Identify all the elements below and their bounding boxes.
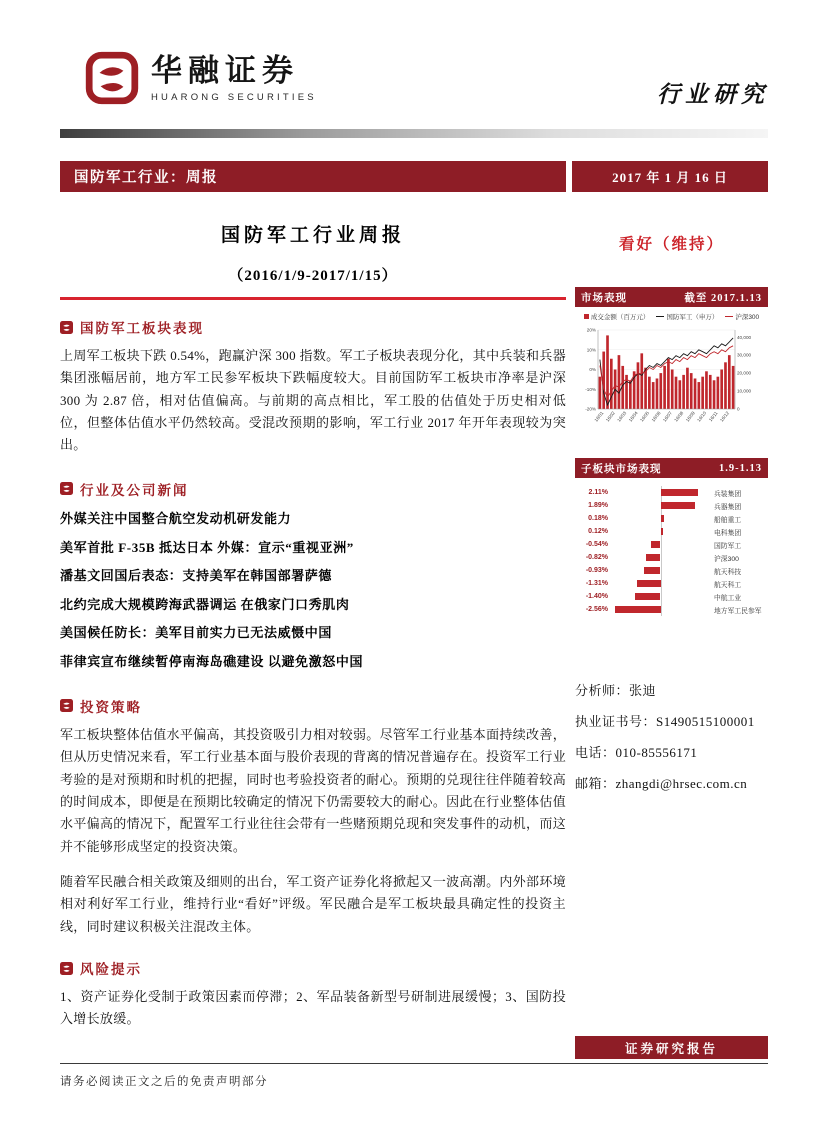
subsector-bar-row — [575, 525, 768, 538]
cert-number: S1490515100001 — [656, 714, 755, 729]
subsector-bar-row — [575, 538, 768, 551]
market-panel-title: 市场表现 — [581, 292, 627, 304]
performance-paragraph: 上周军工板块下跌 0.54%，跑赢沪深 300 指数。军工子板块表现分化，其中兵装和兵器集团涨幅居前，地方军工民参军板块下跌幅度较大。目前国防军工板块市净率是沪深 300 为 2.87 倍，相对估值偏高。与前期的高点相比，军工股的估值处于历史相对低位，但整体估值水平仍然较高。受混改预期的影响，军工行业 2017 年开年表现较为突出。 — [60, 348, 566, 453]
svg-text:30,000: 30,000 — [737, 352, 752, 358]
section-heading-label: 风险提示 — [80, 962, 142, 978]
subsector-value: 0.18% — [588, 515, 608, 522]
news-list — [60, 508, 566, 670]
subsector-value: 0.12% — [588, 528, 608, 535]
section-bullet-icon — [60, 699, 73, 712]
analyst-info — [575, 680, 768, 792]
subsector-value: -1.40% — [585, 593, 608, 600]
phone-label: 电话： — [575, 745, 616, 760]
svg-text:16/12: 16/12 — [719, 410, 731, 423]
subsector-bar — [661, 489, 699, 496]
hs300-line-icon — [725, 316, 733, 318]
subsector-value: -0.54% — [585, 541, 608, 548]
section-heading-news — [60, 479, 566, 499]
subsector-bar-area — [611, 603, 710, 616]
banner-date: 2017 年 1 月 16 日 — [572, 161, 768, 192]
subsector-panel-title: 子板块市场表现 — [581, 463, 662, 475]
analyst-email-row — [575, 773, 768, 792]
svg-text:0: 0 — [737, 406, 740, 412]
svg-text:16/11: 16/11 — [707, 410, 719, 423]
subsector-bar-area — [611, 499, 710, 512]
email-link[interactable]: zhangdi@hrsec.com.cn — [615, 776, 748, 791]
subsector-bar-row — [575, 551, 768, 564]
subsector-bar — [651, 541, 661, 548]
legend-hs300: 沪深300 — [725, 312, 759, 321]
subsector-bar-row — [575, 499, 768, 512]
legend-volume: 成交金额（百万元） — [584, 312, 650, 321]
subsector-label: 兵装集团 — [714, 490, 742, 498]
section-heading-risk — [60, 958, 566, 978]
subsector-bar-row — [575, 512, 768, 525]
zero-axis — [661, 577, 662, 590]
logo-name-en: HUARONG SECURITIES — [151, 91, 317, 103]
svg-text:16/09: 16/09 — [684, 410, 696, 423]
news-item: 潘基文回国后表态：支持美军在韩国部署萨德 — [60, 568, 333, 584]
subsector-label: 电科集团 — [714, 529, 742, 537]
report-period: （2016/1/9-2017/1/15） — [228, 268, 398, 284]
company-logo — [84, 50, 317, 106]
subsector-label: 中航工业 — [714, 594, 742, 602]
section-heading-label: 投资策略 — [80, 699, 142, 715]
subsector-bar-row — [575, 590, 768, 603]
svg-text:-10%: -10% — [585, 386, 596, 392]
cert-label: 执业证书号： — [575, 714, 657, 729]
subsector-bar — [661, 502, 695, 509]
market-performance-chart — [575, 323, 768, 448]
defense-line-icon — [656, 316, 664, 318]
volume-marker-icon — [584, 314, 589, 319]
svg-text:16/08: 16/08 — [673, 410, 685, 423]
svg-text:16/06: 16/06 — [650, 410, 662, 423]
subsector-bar-area — [611, 590, 710, 603]
risk-paragraph: 1、资产证券化受制于政策因素而停滞；2、军品装备新型号研制进展缓慢；3、国防投入增长放缓。 — [60, 989, 566, 1027]
subsector-label: 兵器集团 — [714, 503, 742, 511]
svg-text:16/10: 16/10 — [696, 410, 708, 423]
subsector-label: 国防军工 — [714, 542, 742, 550]
section-bullet-icon — [60, 962, 73, 975]
huarong-logo-icon — [84, 50, 140, 106]
svg-text:10,000: 10,000 — [737, 388, 752, 394]
subsector-bar — [637, 580, 661, 587]
report-category: 行业研究 — [657, 82, 769, 107]
report-tag: 证券研究报告 — [575, 1036, 768, 1059]
subsector-bar-row — [575, 486, 768, 499]
market-panel-asof: 截至 2017.1.13 — [684, 292, 762, 304]
analyst-cert-row — [575, 711, 768, 730]
sidebar — [575, 205, 768, 792]
zero-axis — [661, 590, 662, 603]
subsector-bar-area — [611, 577, 710, 590]
strategy-paragraph-1: 军工板块整体估值水平偏高，其投资吸引力相对较弱。尽管军工行业基本面持续改善，但从历史情况来看，军工行业基本面与股价表现的背离的情况普遍存在。投资军工行业考验的是对预期和时机的把握，同时也考验投资者的耐心。预期的兑现往往伴随着较高的时间成本，即便是在预期比较确定的情况下仍需要较大的耐心。因此在行业整体估值水平偏高的情况下，配置军工行业往往会带有一些赌预期兑现和突发事件的动机，而这并不能够形成坚定的投资决策。 — [60, 726, 566, 854]
subsector-value: -1.31% — [585, 580, 608, 587]
page-title: 国防军工行业周报 — [220, 225, 405, 246]
subsector-bar — [661, 528, 663, 535]
subsector-value: -2.56% — [585, 606, 608, 613]
subsector-bar-area — [611, 564, 710, 577]
banner-title: 国防军工行业：周报 — [60, 161, 566, 192]
email-label: 邮箱： — [575, 776, 616, 791]
main-content — [60, 200, 566, 1031]
market-panel-header — [575, 287, 768, 307]
chart-legend — [575, 312, 768, 321]
phone-number: 010-85556171 — [615, 745, 698, 760]
market-chart-svg — [575, 323, 768, 443]
subsector-label: 航天科技 — [714, 568, 742, 576]
footer-divider — [60, 1063, 768, 1064]
section-bullet-icon — [60, 482, 73, 495]
svg-text:16/02: 16/02 — [604, 410, 616, 423]
section-bullet-icon — [60, 321, 73, 334]
section-heading-label: 国防军工板块表现 — [80, 321, 204, 336]
subsector-bar-row — [575, 564, 768, 577]
svg-text:10%: 10% — [586, 347, 596, 353]
subsector-value: 1.89% — [588, 502, 608, 509]
subsector-value: -0.93% — [585, 567, 608, 574]
analyst-phone-row — [575, 742, 768, 761]
zero-axis — [661, 603, 662, 616]
subsector-bar-area — [611, 512, 710, 525]
subsector-bar-area — [611, 525, 710, 538]
svg-text:16/04: 16/04 — [627, 410, 639, 423]
analyst-name-row — [575, 680, 768, 699]
subsector-bar-row — [575, 577, 768, 590]
svg-text:16/03: 16/03 — [616, 410, 628, 423]
subsector-label: 航天科工 — [714, 581, 742, 589]
news-item: 北约完成大规模跨海武器调运 在俄家门口秀肌肉 — [60, 596, 350, 612]
subsector-bar — [644, 567, 661, 574]
svg-text:-20%: -20% — [585, 406, 596, 412]
subsector-bar-area — [611, 486, 710, 499]
svg-text:16/05: 16/05 — [639, 410, 651, 423]
news-item: 美军首批 F-35B 抵达日本 外媒：宣示“重视亚洲” — [60, 539, 354, 555]
header-divider — [60, 129, 768, 138]
subsector-panel-period: 1.9-1.13 — [719, 462, 762, 474]
zero-axis — [661, 551, 662, 564]
analyst-label: 分析师： — [575, 683, 630, 698]
subsector-label: 地方军工民参军 — [714, 607, 762, 615]
section-heading-label: 行业及公司新闻 — [80, 482, 189, 498]
analyst-name: 张迪 — [629, 683, 657, 698]
news-item: 外媒关注中国整合航空发动机研发能力 — [60, 511, 292, 527]
rating-badge: 看好（维持） — [618, 236, 724, 253]
subsector-bar — [661, 515, 664, 522]
subsector-panel-header — [575, 458, 768, 478]
subsector-bar — [635, 593, 660, 600]
svg-text:0%: 0% — [589, 367, 596, 373]
logo-name-cn: 华融证券 — [151, 53, 299, 89]
svg-text:40,000: 40,000 — [737, 334, 752, 340]
zero-axis — [661, 538, 662, 551]
subsector-label: 沪深300 — [714, 555, 739, 563]
svg-text:20,000: 20,000 — [737, 370, 752, 376]
subsector-bar-area — [611, 551, 710, 564]
legend-defense: 国防军工（申万） — [656, 312, 718, 321]
footer-disclaimer: 请务必阅读正文之后的免责声明部分 — [60, 1076, 268, 1088]
subsector-value: 2.11% — [588, 489, 608, 496]
svg-text:20%: 20% — [586, 327, 596, 333]
subsector-bar-row — [575, 603, 768, 616]
zero-axis — [661, 564, 662, 577]
section-heading-performance — [60, 317, 566, 337]
subsector-bar — [646, 554, 661, 561]
svg-text:16/01: 16/01 — [593, 410, 605, 423]
subsector-bar-area — [611, 538, 710, 551]
subsector-value: -0.82% — [585, 554, 608, 561]
section-heading-strategy — [60, 696, 566, 716]
svg-text:16/07: 16/07 — [661, 410, 673, 423]
subsector-bar — [615, 606, 661, 613]
strategy-paragraph-2: 随着军民融合相关政策及细则的出台，军工资产证券化将掀起又一波高潮。内外部环境相对利好军工行业，维持行业“看好”评级。军民融合是军工板块最具确定性的投资主线，同时建议积极关注混改主体。 — [60, 873, 566, 934]
news-item: 菲律宾宣布继续暂停南海岛礁建设 以避免激怒中国 — [60, 653, 364, 669]
news-item: 美国候任防长：美军目前实力已无法威慑中国 — [60, 625, 333, 641]
title-rule — [60, 297, 566, 300]
subsector-label: 船舶重工 — [714, 516, 742, 524]
subsector-bar-chart — [575, 486, 768, 616]
